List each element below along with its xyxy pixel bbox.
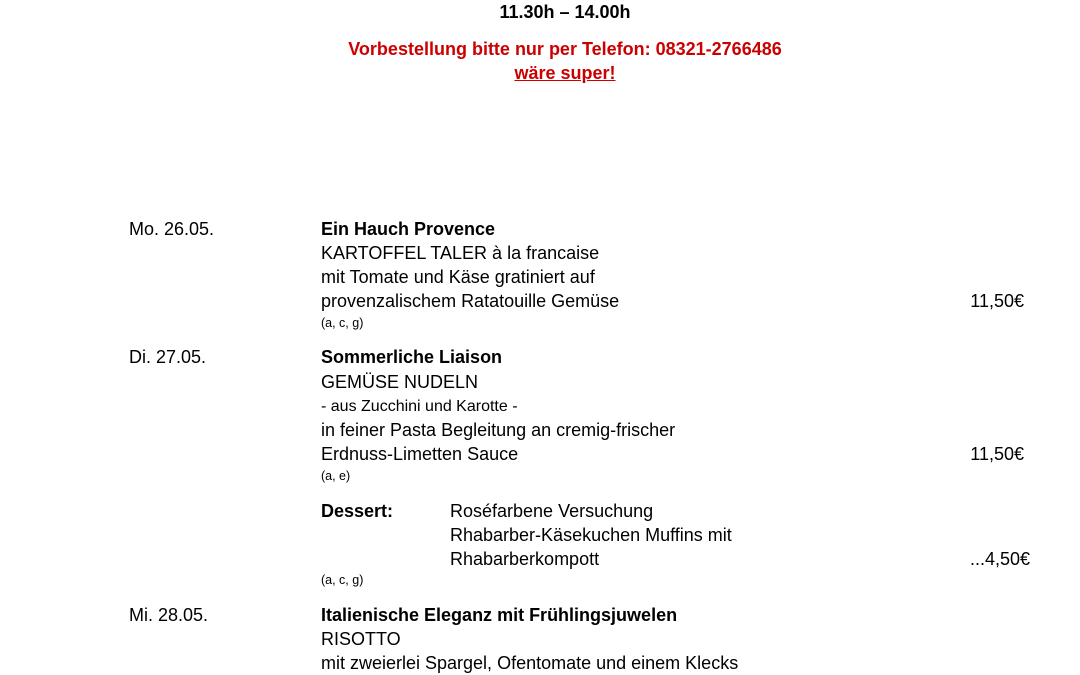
allergens-monday: (a, c, g) <box>321 316 364 330</box>
dish-title-wednesday: Italienische Eleganz mit Frühlingsjuwelen <box>321 605 678 625</box>
dish-title-monday: Ein Hauch Provence <box>321 219 496 239</box>
dish-line: RISOTTO <box>321 629 401 649</box>
allergens-dessert: (a, c, g) <box>321 573 364 587</box>
price-tuesday: 11,50€ <box>970 444 1024 464</box>
preorder-note-emphasis: wäre super! <box>514 63 616 83</box>
dish-line: in feiner Pasta Begleitung an cremig-frischer <box>321 420 676 440</box>
price-dessert: ...4,50€ <box>969 549 1030 569</box>
dish-line: GEMÜSE NUDELN <box>321 372 479 392</box>
allergens-tuesday: (a, e) <box>321 469 351 483</box>
day-label-monday: Mo. 26.05. <box>129 219 215 239</box>
day-label-wednesday: Mi. 28.05. <box>129 605 209 625</box>
dessert-line: Roséfarbene Versuchung <box>450 501 654 521</box>
dessert-label: Dessert: <box>321 501 394 521</box>
dish-line: - aus Zucchini und Karotte - <box>321 398 518 415</box>
dessert-line: Rhabarberkompott <box>450 549 600 569</box>
day-label-tuesday: Di. 27.05. <box>129 347 207 367</box>
price-monday: 11,50€ <box>970 291 1024 311</box>
dish-line: Erdnuss-Limetten Sauce <box>321 444 519 464</box>
dish-title-tuesday: Sommerliche Liaison <box>321 347 503 367</box>
dish-line: mit zweierlei Spargel, Ofentomate und einem Klecks <box>321 653 739 673</box>
dish-line: mit Tomate und Käse gratiniert auf <box>321 267 595 287</box>
dish-line: provenzalischem Ratatouille Gemüse <box>321 291 620 311</box>
dish-line: KARTOFFEL TALER à la francaise <box>321 243 600 263</box>
opening-hours: 11.30h – 14.00h <box>499 2 631 22</box>
preorder-note: Vorbestellung bitte nur per Telefon: 08321-2766486 <box>348 39 782 59</box>
dessert-line: Rhabarber-Käsekuchen Muffins mit <box>450 525 732 545</box>
